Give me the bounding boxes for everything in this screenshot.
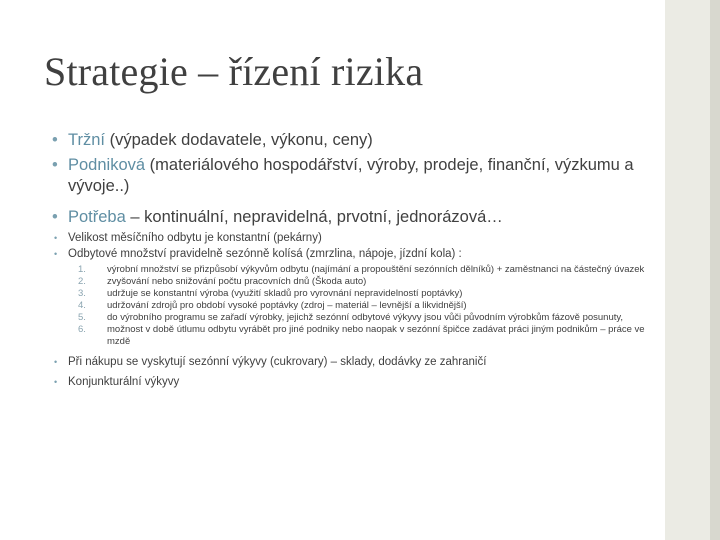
slide-title: Strategie – řízení rizika <box>44 49 424 94</box>
bullet-icon: • <box>52 156 58 174</box>
decorative-side-accent <box>710 0 720 540</box>
sub-bullet-text: Odbytové množství pravidelně sezónně kolísá (zmrzlina, nápoje, jízdní kola) : <box>68 248 462 260</box>
numbered-item: 3. udržuje se konstantní výroba (využití skladů pro vyrovnání nepravidelností poptávky) <box>78 288 463 299</box>
sub-bullet <box>52 352 652 372</box>
bullet-text: (materiálového hospodářství, výroby, prodeje, finanční, výzkumu a vývoje..) <box>68 156 634 195</box>
sub-bullet <box>52 372 652 392</box>
bullet-highlight: Tržní <box>68 131 105 149</box>
bullet-highlight: Potřeba <box>68 208 126 226</box>
bullet-need <box>52 207 652 228</box>
sub-bullet-text: Konjunkturální výkyvy <box>68 376 180 388</box>
sub-bullet-text: Při nákupu se vyskytují sezónní výkyvy (cukrovary) – sklady, dodávky ze zahraničí <box>68 356 487 368</box>
bullet-icon: • <box>54 249 58 259</box>
numbered-item: 4. udržování zdrojů pro období vysoké poptávky (zdroj – materiál – levnější a likvidnější) <box>78 300 467 311</box>
bullet-icon: • <box>54 377 58 387</box>
bullet-company <box>52 155 652 197</box>
numbered-item: 2. zvyšování nebo snižování počtu pracovních dnů (Škoda auto) <box>78 276 367 287</box>
bullet-highlight: Podniková <box>68 156 146 174</box>
bullet-icon: • <box>52 131 58 149</box>
numbered-item: 6. možnost v době útlumu odbytu vyrábět pro jiné podniky nebo naopak v sezónní špičce zadávat práci jiným podnikům – práce ve mzdě <box>78 324 645 347</box>
sub-bullet-text: Velikost měsíčního odbytu je konstantní (pekárny) <box>68 232 322 244</box>
slide-content <box>52 130 652 392</box>
numbered-item: 5. do výrobního programu se zařadí výrobky, jejichž sezónní odbytové výkyvy jsou vůči původním výrobkům fázově posunuty, <box>78 312 624 323</box>
numbered-list <box>52 264 652 348</box>
bullet-icon: • <box>52 208 58 226</box>
sub-bullet <box>52 246 652 262</box>
numbered-item: 1. výrobní množství se přizpůsobí výkyvům odbytu (najímání a propouštění sezónních dělníků) + zaměstnanci na částečný úvazek <box>78 264 645 275</box>
bullet-text: – kontinuální, nepravidelná, prvotní, jednorázová… <box>125 208 503 226</box>
bullet-icon: • <box>54 233 58 243</box>
bullet-market <box>52 130 652 151</box>
bullet-text: (výpadek dodavatele, výkonu, ceny) <box>104 131 373 149</box>
sub-bullet <box>52 230 652 246</box>
bullet-icon: • <box>54 357 58 367</box>
